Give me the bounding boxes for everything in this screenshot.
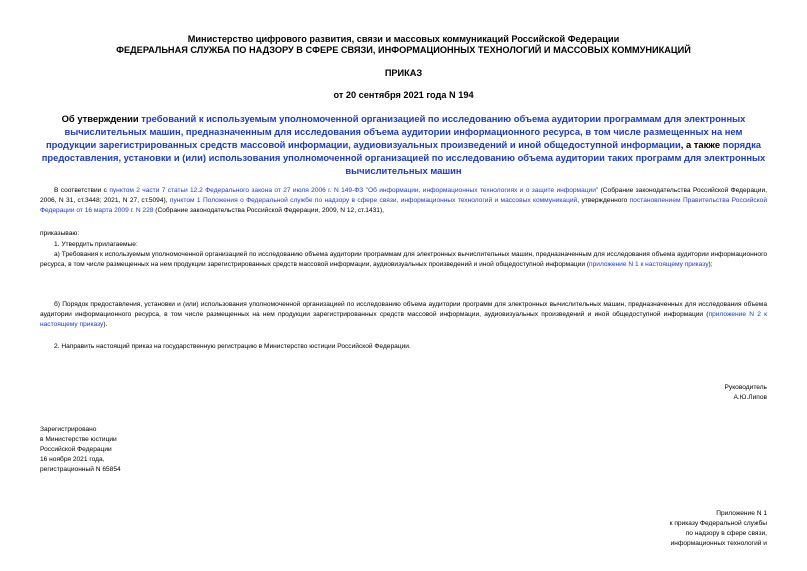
item-b-end: ). (103, 321, 108, 328)
preamble-text-3: , утвержденного (577, 197, 630, 204)
service-name: ФЕДЕРАЛЬНАЯ СЛУЖБА ПО НАДЗОРУ В СФЕРЕ СВЯЗИ, ИНФОРМАЦИОННЫХ ТЕХНОЛОГИЙ И МАССОВЫХ КОММУНИКАЦИЙ (116, 45, 691, 55)
title-middle: , а также (680, 139, 723, 150)
item-b-text: б) Порядок предоставления, установки и (или) использования уполномоченной организацией по исследованию объема аудитории программ для электронных вычислительных машин, предназначенных для исследования объема аудитории информационного ресурса, в том числе размещенных на нем продукции зарегистрированных средств массовой информации, аудиовизуальных произведений и иной общедоступной информации ( (40, 301, 767, 318)
doc-date-number: от 20 сентября 2021 года N 194 (333, 90, 474, 100)
item-1: 1. Утвердить прилагаемые: (54, 241, 138, 248)
item-2: 2. Направить настоящий приказ на государственную регистрацию в Министерство юстиции Российской Федерации. (54, 343, 411, 350)
item-a (40, 250, 767, 270)
title-prefix: Об утверждении (61, 113, 142, 124)
appendix-line-4: информационных технологий и (670, 540, 767, 547)
preamble-text-1: В соответствии с (54, 187, 110, 194)
item-b (40, 300, 767, 330)
doc-title (40, 112, 767, 177)
registration-line-2: в Министерстве юстиции (40, 436, 117, 443)
registration-line-4: 16 ноября 2021 года, (40, 456, 105, 463)
preamble-link-regulation[interactable]: пунктом 1 Положения о Федеральной службе по надзору в сфере связи, информационных технологий и массовых коммуникаций (169, 197, 578, 204)
ministry-name: Министерство цифрового развития, связи и массовых коммуникаций Российской Федерации (187, 34, 620, 44)
registration-line-5: регистрационный N 65854 (40, 466, 121, 473)
item-a-link[interactable]: приложение N 1 к настоящему приказу (589, 261, 709, 268)
appendix-line-3: по надзору в сфере связи, (685, 530, 767, 537)
appendix-block (670, 509, 767, 549)
signature-block (725, 383, 767, 403)
preamble-text-4: (Собрание законодательства Российской Федерации, 2009, N 12, ст.1431), (153, 207, 385, 214)
preamble-link-law[interactable]: пунктом 2 части 7 статьи 12.2 Федерального закона от 27 июля 2006 г. N 149-ФЗ "Об информации, информационных технологиях и о защите информации" (109, 187, 599, 194)
item-a-text: а) Требования к используемым уполномоченной организацией по исследованию объема аудитории программам для электронных вычислительных машин, предназначенным для исследования объема аудитории информационного ресурса, в том числе размещенных на нем продукции зарегистрированных средств массовой информации, аудиовизуальных произведений и иной общедоступной информации ( (40, 251, 767, 268)
item-a-end: ); (708, 261, 713, 268)
preamble-text-2: (Собрание законодательства Российской Федерации, 2006, N 31, ст.3448; 2021, N 27, ст.5094), (40, 187, 767, 204)
appendix-line-2: к приказу Федеральной службы (669, 520, 767, 527)
item-b-link[interactable]: приложение N 2 к настоящему приказу (40, 311, 767, 328)
preamble-paragraph (40, 186, 767, 216)
order-word: приказываю: (40, 230, 80, 237)
signature-role: Руководитель (724, 384, 767, 391)
registration-block (40, 425, 121, 475)
registration-line-1: Зарегистрировано (40, 426, 97, 433)
registration-line-3: Российской Федерации (40, 446, 112, 453)
doc-type: ПРИКАЗ (384, 68, 423, 78)
title-link-procedure[interactable]: порядка предоставления, установки и (или) использования уполномоченной организацией по исследованию объема аудитории таких программ для электронных вычислительных машин (41, 139, 766, 176)
preamble-link-decree[interactable]: постановлением Правительства Российской Федерации от 16 марта 2009 г. N 228 (40, 197, 768, 214)
signature-name: А.Ю.Липов (733, 394, 767, 401)
title-link-requirements[interactable]: требований к используемым уполномоченной организацией по исследованию объема аудитории программам для электронных вычислительных машин, предназначенным для исследования объема аудитории информационного ресурса, в том числе размещенных на нем продукции зарегистрированных средств массовой информации, аудиовизуальных произведений и иной общедоступной информации (46, 113, 746, 150)
appendix-line-1: Приложение N 1 (716, 510, 767, 517)
